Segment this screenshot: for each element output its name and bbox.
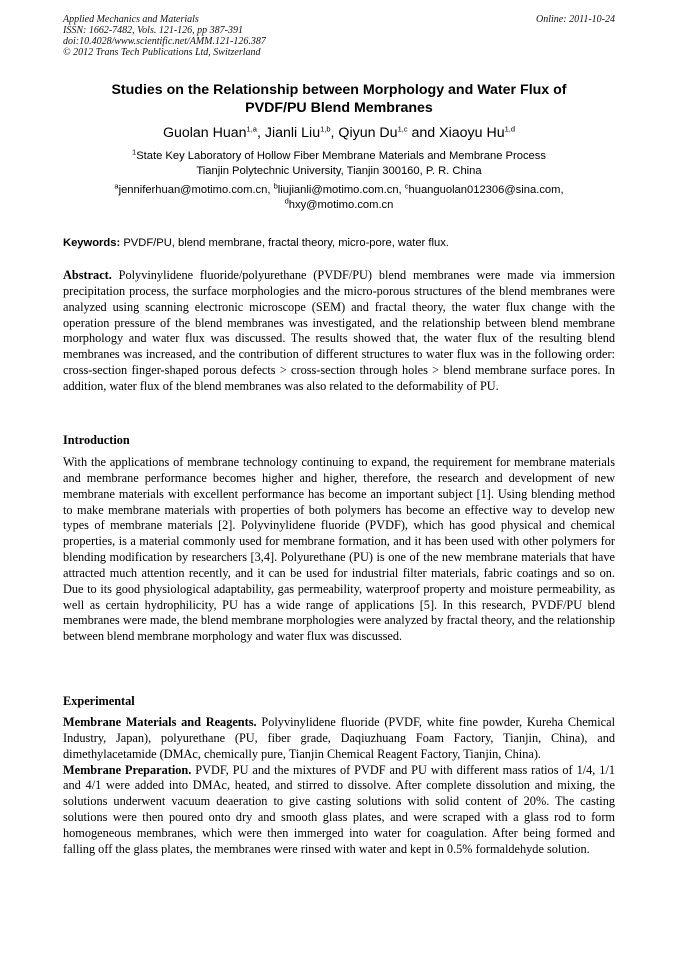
email-sup: a bbox=[114, 181, 119, 191]
keywords bbox=[63, 236, 615, 250]
online-date: Online: 2011-10-24 bbox=[536, 14, 615, 25]
email-sup: c bbox=[404, 181, 409, 191]
preparation-label: Membrane Preparation. bbox=[63, 762, 192, 777]
abstract bbox=[63, 268, 615, 395]
experimental-heading: Experimental bbox=[63, 694, 135, 708]
author-sep: and bbox=[407, 125, 440, 141]
paper-title bbox=[63, 81, 615, 117]
abstract-text: Polyvinylidene fluoride/polyurethane (PVDF/PU) blend membranes were made via immersion precipitation process, the surface morphologies and the micro-porous structures of the blend membranes were analyzed using scanning electronic microscope (SEM) and fractal theory, the water flux change with the operation pressure of the blend membranes was investigated, and the relationship between blend membrane morphology and water flux was discussed. The results showed that, the water flux of the resulting blend membranes was increased, and the contribution of different structures to water flux was in the following order: cross-section finger-shaped porous defects > cross-section through holes > blend membrane surface pores. In addition, water flux of the blend membranes was also related to the deformability of PU. bbox=[63, 268, 615, 393]
author-sup: 1,d bbox=[504, 124, 516, 134]
journal-copyright: © 2012 Trans Tech Publications Ltd, Switzerland bbox=[63, 47, 261, 58]
author-list bbox=[63, 124, 615, 142]
materials-label: Membrane Materials and Reagents. bbox=[63, 715, 257, 729]
journal-header bbox=[63, 14, 615, 58]
keywords-text: PVDF/PU, blend membrane, fractal theory, micro-pore, water flux. bbox=[123, 237, 449, 249]
abstract-label: Abstract. bbox=[63, 268, 112, 282]
author-sup: 1,b bbox=[320, 124, 331, 134]
materials-text: Polyvinylidene fluoride (PVDF, white fine powder, Kureha Chemical Industry, Japan), polyurethane (PU, fiber grade, Daqiuzhuang Foam Factory, Tianjin, China), and dimethylacetamide (DMAc, chemically pure, Tianjin Chemical Reagent Factory, Tianjin, China). bbox=[63, 715, 615, 761]
journal-name: Applied Mechanics and Materials bbox=[63, 14, 199, 25]
author-sup: 1,a bbox=[246, 124, 257, 134]
affiliation-line-2: Tianjin Polytechnic University, Tianjin 300160, P. R. China bbox=[196, 165, 482, 177]
author-sep: , bbox=[256, 125, 265, 141]
intro-heading: Introduction bbox=[63, 433, 130, 447]
affiliation bbox=[63, 149, 615, 179]
materials-paragraph bbox=[63, 715, 615, 763]
intro-paragraph: With the applications of membrane technology continuing to expand, the requirement for membrane materials and membrane performance becomes higher and higher, therefore, the research and development of new membrane materials with excellent performance has become an important subject [1]. Using blending method to make membrane materials with properties of both polymers has become an effective way to develop new types of membrane materials [2]. Polyvinylidene fluoride (PVDF), which has good physical and chemical properties, is a material commonly used for membrane formation, and it has been used with other polymers for blending modification by researchers [3,4]. Polyurethane (PU) is one of the new membrane materials that have attracted much attention recently, and it can be used for industrial filter materials, fabric coatings and so on. Due to its good physiological adaptability, gas permeability, waterproof property and moisture permeability, as well as certain hydrophilicity, PU has a wide range of applications [5]. In this research, PVDF/PU blend membranes were made, the blend membrane morphologies were analyzed by fractal theory, and the relationship between blend membrane morphology and water flux was discussed. bbox=[63, 455, 615, 644]
preparation-text: PVDF, PU and the mixtures of PVDF and PU with different mass ratios of 1/4, 1/1 and 4/1 were added into DMAc, heated, and stirred to dissolve. After complete dissolution and mixing, the solutions underwent vacuum deaeration to give casting solutions with solid content of 20%. The casting solutions were then poured onto dry and smooth glass plates, and were scraped with a glass rod to form homogeneous membranes, which were then immerged into water for coagulation. After being formed and falling off the glass plates, the membranes were rinsed with water and kept in 0.5% formaldehyde solution. bbox=[63, 762, 616, 856]
preparation-paragraph bbox=[63, 763, 615, 858]
title-line-1: Studies on the Relationship between Morphology and Water Flux of bbox=[111, 82, 567, 98]
author-sep: , bbox=[330, 125, 339, 141]
email-sep: , bbox=[267, 184, 274, 196]
email-sup: d bbox=[284, 196, 289, 206]
email-link[interactable]: hxy@motimo.com.cn bbox=[288, 199, 394, 211]
email-link[interactable]: huanguolan012306@sina.com bbox=[408, 184, 561, 196]
journal-issn: ISSN: 1662-7482, Vols. 121-126, pp 387-391 bbox=[63, 25, 243, 36]
email-link[interactable]: liujianli@motimo.com.cn bbox=[277, 184, 399, 196]
email-link[interactable]: jenniferhuan@motimo.com.cn bbox=[118, 184, 268, 196]
affiliation-line-1: State Key Laboratory of Hollow Fiber Membrane Materials and Membrane Process bbox=[136, 150, 546, 162]
email-sup: b bbox=[273, 181, 278, 191]
keywords-label: Keywords: bbox=[63, 237, 121, 249]
journal-doi: doi:10.4028/www.scientific.net/AMM.121-126.387 bbox=[63, 36, 266, 47]
author-name: Jianli Liu bbox=[264, 125, 321, 141]
affiliation-sup: 1 bbox=[132, 147, 137, 157]
author-name: Qiyun Du bbox=[338, 125, 398, 141]
email-sep: , bbox=[560, 184, 564, 196]
author-name: Guolan Huan bbox=[162, 125, 247, 141]
title-line-2: PVDF/PU Blend Membranes bbox=[245, 100, 433, 116]
experimental-section bbox=[63, 715, 615, 858]
author-emails bbox=[63, 183, 615, 213]
email-sep: , bbox=[398, 184, 405, 196]
author-sup: 1,c bbox=[397, 124, 408, 134]
author-name: Xiaoyu Hu bbox=[439, 125, 505, 141]
